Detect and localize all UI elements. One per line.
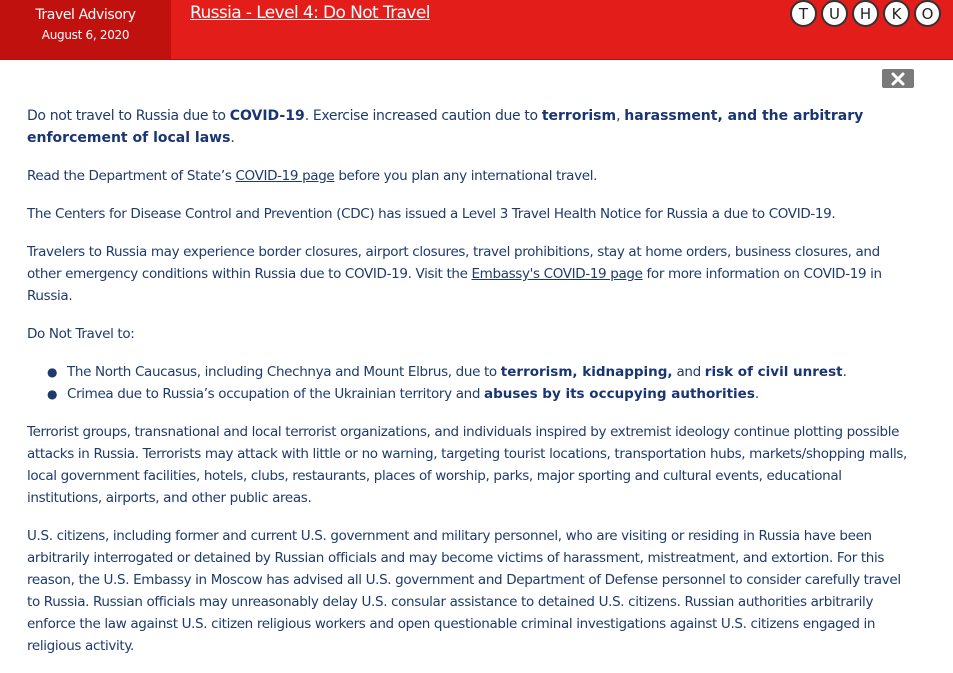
- embassy-covid-link[interactable]: Embassy's COVID-19 page: [471, 266, 643, 282]
- cdc-paragraph: The Centers for Disease Control and Prevention (CDC) has issued a Level 3 Travel Health Notice for Russia a due to COVID-19.: [27, 206, 836, 222]
- list-item-text: The North Caucasus, including Chechnya and Mount Elbrus, due to: [67, 364, 501, 380]
- advisory-content: [27, 105, 917, 673]
- list-item-text: .: [754, 386, 759, 402]
- summary-text: ,: [616, 108, 625, 124]
- list-item-text: Crimea due to Russia’s occupation of the Ukrainian territory and: [67, 386, 484, 402]
- covid-page-link[interactable]: COVID-19 page: [235, 168, 335, 184]
- terrorism-emphasis: terrorism: [541, 108, 617, 124]
- summary-paragraph: [27, 105, 917, 149]
- list-item: [47, 361, 917, 383]
- summary-text: . Exercise increased caution due to: [304, 108, 542, 124]
- indicator-h[interactable]: H: [852, 0, 879, 27]
- advisory-headline-link[interactable]: Russia - Level 4: Do Not Travel: [190, 3, 430, 23]
- paragraph-text: Travelers to Russia may experience border closures, airport closures, travel prohibitions, stay at home orders, business closures, and other emergency conditions within Russia due to COVID-19. Visit the: [27, 244, 880, 282]
- paragraph-text: for more information on COVID-19 in Russia.: [27, 266, 882, 304]
- close-button[interactable]: [882, 69, 914, 88]
- list-item-emphasis: risk of civil unrest: [704, 364, 843, 380]
- indicator-u[interactable]: U: [821, 0, 848, 27]
- summary-text: Do not travel to Russia due to: [27, 108, 230, 124]
- do-not-travel-list: [27, 361, 917, 405]
- detention-paragraph: U.S. citizens, including former and current U.S. government and military personnel, who are visiting or residing in Russia have been arbitrarily interrogated or detained by Russian officials and may become victims of harassment, mistreatment, and extortion. For this reason, the U.S. Embassy in Moscow has advised all U.S. government and Department of Defense personnel to consider carefully travel to Russia. Russian officials may unreasonably delay U.S. consular assistance to detained U.S. citizens. Russian authorities arbitrarily enforce the law against U.S. citizen religious workers and open questionable criminal investigations against U.S. citizens engaged in religious activity.: [27, 528, 901, 654]
- paragraph-text: Read the Department of State’s: [27, 168, 236, 184]
- advisory-badge: [0, 0, 171, 59]
- advisory-header-bar: [0, 0, 953, 60]
- indicator-k[interactable]: K: [883, 0, 910, 27]
- conditions-paragraph: [27, 241, 917, 307]
- list-item: [47, 383, 917, 405]
- terrorism-paragraph: Terrorist groups, transnational and local terrorist organizations, and individuals inspired by extremist ideology continue plotting possible attacks in Russia. Terrorists may attack with little or no warning, targeting tourist locations, transportation hubs, markets/shopping malls, local government facilities, hotels, clubs, restaurants, places of worship, parks, major sporting and cultural events, educational institutions, airports, and other public areas.: [27, 424, 907, 506]
- close-icon: [891, 72, 905, 86]
- badge-date: August 6, 2020: [41, 28, 130, 42]
- list-item-text: and: [672, 364, 705, 380]
- indicator-t[interactable]: T: [790, 0, 817, 27]
- badge-title: Travel Advisory: [35, 7, 136, 23]
- do-not-travel-heading: Do Not Travel to:: [27, 326, 135, 342]
- state-dept-paragraph: [27, 165, 917, 187]
- list-item-emphasis: terrorism, kidnapping,: [500, 364, 673, 380]
- harassment-emphasis: harassment, and the arbitrary enforcement of local laws: [27, 108, 864, 146]
- risk-indicator-letters: [790, 0, 941, 27]
- paragraph-text: before you plan any international travel.: [334, 168, 598, 184]
- indicator-o[interactable]: O: [914, 0, 941, 27]
- list-item-text: .: [842, 364, 847, 380]
- summary-text: .: [230, 130, 235, 146]
- list-item-emphasis: abuses by its occupying authorities: [484, 386, 755, 402]
- covid-emphasis: COVID-19: [229, 108, 305, 124]
